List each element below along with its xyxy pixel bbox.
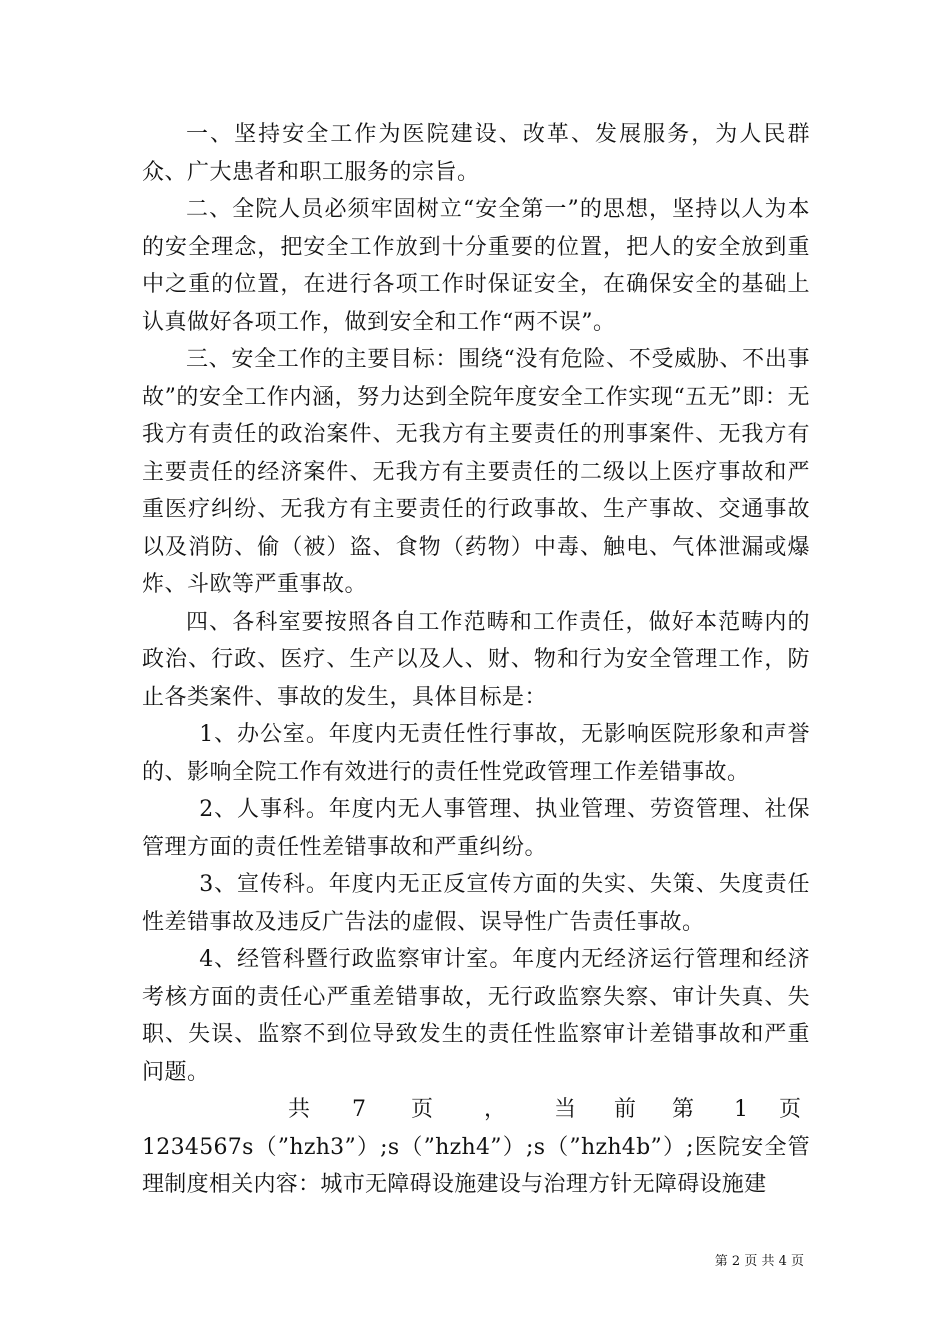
page-counter-char: 1: [734, 1097, 748, 1122]
page-counter-char: 前: [613, 1097, 636, 1122]
page-counter: [142, 1091, 810, 1129]
page-counter-char: 7: [352, 1097, 366, 1122]
continuation-text: 1234567s（”hzh3”）;s（”hzh4”）;s（”hzh4b”）;医院安全管理制度相关内容：城市无障碍设施建设与治理方针无障碍设施建: [142, 1134, 810, 1197]
page-footer: 第 2 页 共 4 页: [714, 1254, 804, 1269]
paragraph-2: 二、全院人员必须牢固树立“安全第一”的思想，坚持以人为本的安全理念，把安全工作放到十分重要的位置，把人的安全放到重中之重的位置，在进行各项工作时保证安全，在确保安全的基础上认真做好各项工作，做到安全和工作“两不误”。: [142, 197, 810, 335]
list-item-audit: 4、经管科暨行政监察审计室。年度内无经济运行管理和经济考核方面的责任心严重差错事故，无行政监察失察、审计失真、失职、失误、监察不到位导致发生的责任性监察审计差错事故和严重问题。: [142, 947, 810, 1085]
list-item-publicity: 3、宣传科。年度内无正反宣传方面的失实、失策、失度责任性差错事故及违反广告法的虚假、误导性广告责任事故。: [142, 872, 810, 935]
document-body: [142, 116, 810, 1204]
paragraph-1: 一、坚持安全工作为医院建设、改革、发展服务，为人民群众、广大患者和职工服务的宗旨。: [142, 122, 810, 185]
paragraph-4: 四、各科室要按照各自工作范畴和工作责任，做好本范畴内的政治、行政、医疗、生产以及人、财、物和行为安全管理工作，防止各类案件、事故的发生，具体目标是：: [142, 609, 810, 710]
paragraph-3: 三、安全工作的主要目标：围绕“没有危险、不受威胁、不出事故”的安全工作内涵，努力达到全院年度安全工作实现“五无”即：无我方有责任的政治案件、无我方有主要责任的刑事案件、无我方有主要责任的经济案件、无我方有主要责任的二级以上医疗事故和严重医疗纠纷、无我方有主要责任的行政事故、生产事故、交通事故以及消防、偷（被）盗、食物（药物）中毒、触电、气体泄漏或爆炸、斗欧等严重事故。: [142, 347, 810, 597]
list-item-office: 1、办公室。年度内无责任性行事故，无影响医院形象和声誉的、影响全院工作有效进行的责任性党政管理工作差错事故。: [142, 722, 810, 785]
page-counter-char: 共: [287, 1097, 310, 1122]
page-counter-char: 第: [671, 1097, 694, 1122]
page-counter-char: 页: [778, 1097, 801, 1122]
page-counter-char: ，: [483, 1097, 506, 1122]
list-item-personnel: 2、人事科。年度内无人事管理、执业管理、劳资管理、社保管理方面的责任性差错事故和严重纠纷。: [142, 797, 810, 860]
page-counter-char: 页: [410, 1097, 433, 1122]
page-counter-char: 当: [553, 1097, 576, 1122]
